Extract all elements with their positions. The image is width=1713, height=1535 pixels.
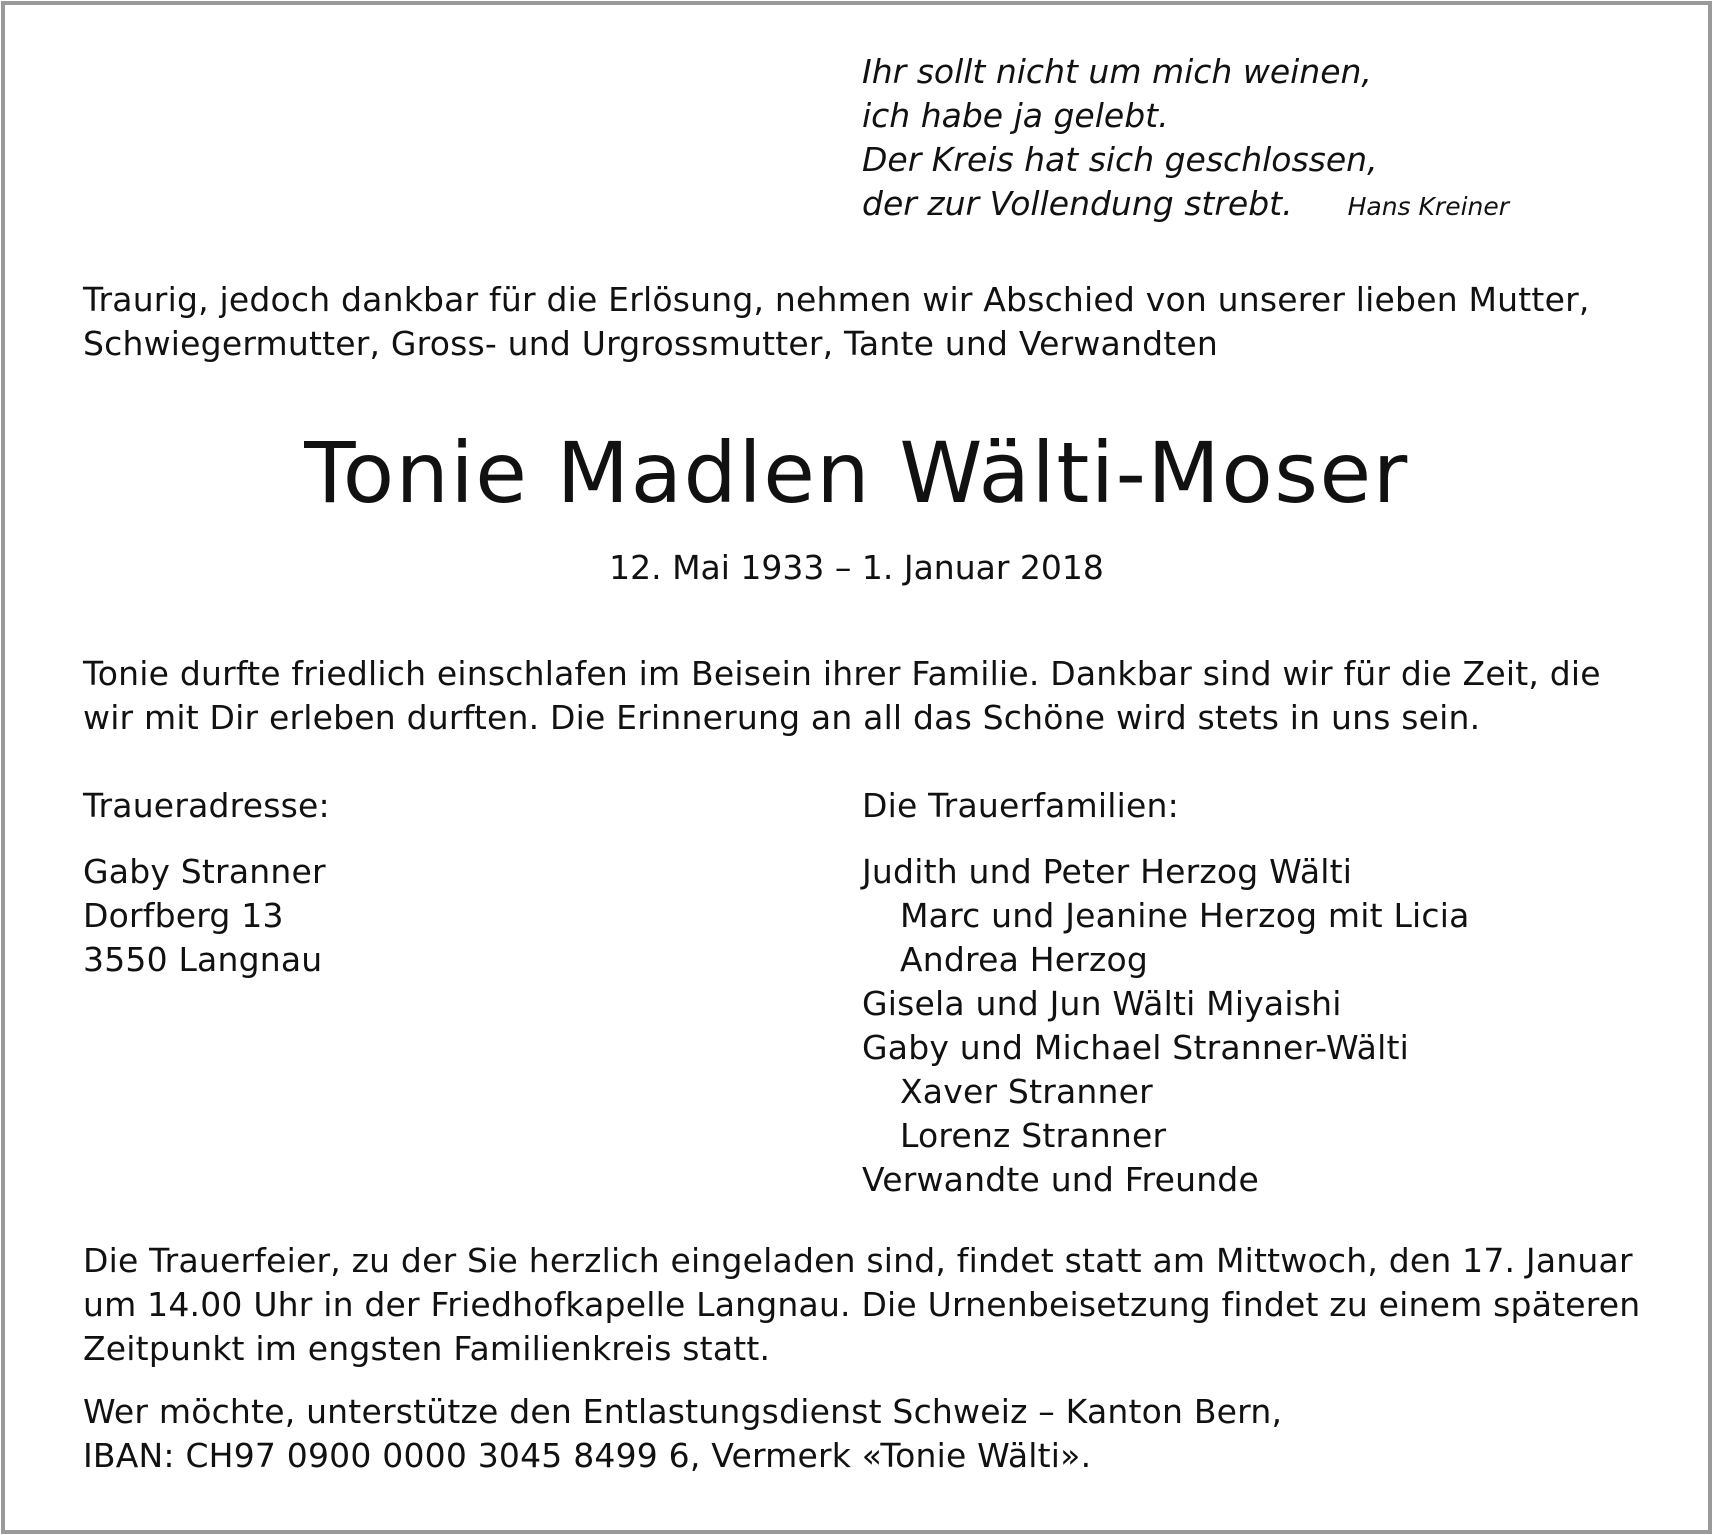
family-member: Gaby und Michael Stranner-Wälti [862, 1028, 1409, 1067]
poem-line: ich habe ja gelebt. [862, 96, 1169, 135]
deceased-name: Tonie Madlen Wälti-Moser [304, 424, 1409, 522]
family-member: Marc und Jeanine Herzog mit Licia [900, 896, 1470, 935]
family-member: Andrea Herzog [900, 940, 1149, 979]
intro-line: Schwiegermutter, Gross- und Urgrossmutter, Tante und Verwandten [83, 324, 1218, 363]
poem [862, 50, 1509, 229]
farewell-message [83, 652, 1601, 740]
mourning-address [83, 784, 330, 982]
poem-line [862, 182, 1509, 229]
family-member: Lorenz Stranner [900, 1116, 1167, 1155]
ceremony-info [83, 1239, 1640, 1371]
ceremony-line: Die Trauerfeier, zu der Sie herzlich eingeladen sind, findet statt am Mittwoch, den 17. Januar [83, 1241, 1633, 1280]
ceremony-line: um 14.00 Uhr in der Friedhofkapelle Langnau. Die Urnenbeisetzung findet zu einem späteren [83, 1285, 1641, 1324]
family-member: Verwandte und Freunde [862, 1160, 1259, 1199]
mourning-families [862, 784, 1470, 1202]
poem-line: Der Kreis hat sich geschlossen, [862, 140, 1378, 179]
family-member: Judith und Peter Herzog Wälti [862, 852, 1353, 891]
donation-info [83, 1390, 1282, 1478]
families-heading: Die Trauerfamilien: [862, 786, 1179, 825]
donation-line: IBAN: CH97 0900 0000 3045 8499 6, Vermerk «Tonie Wälti». [83, 1436, 1092, 1475]
poem-line: Ihr sollt nicht um mich weinen, [862, 52, 1372, 91]
message-line: Tonie durfte friedlich einschlafen im Beisein ihrer Familie. Dankbar sind wir für die Zeit, die [83, 654, 1601, 693]
life-dates: 12. Mai 1933 – 1. Januar 2018 [609, 548, 1104, 587]
address-street: Dorfberg 13 [83, 896, 284, 935]
donation-line: Wer möchte, unterstütze den Entlastungsdienst Schweiz – Kanton Bern, [83, 1392, 1283, 1431]
ceremony-line: Zeitpunkt im engsten Familienkreis statt. [83, 1329, 771, 1368]
family-list [862, 850, 1470, 1202]
intro-text [83, 278, 1590, 366]
message-line: wir mit Dir erleben durften. Die Erinnerung an all das Schöne wird stets in uns sein. [83, 698, 1481, 737]
address-city: 3550 Langnau [83, 940, 323, 979]
address-heading: Traueradresse: [83, 786, 330, 825]
family-member: Gisela und Jun Wälti Miyaishi [862, 984, 1342, 1023]
address-name: Gaby Stranner [83, 852, 326, 891]
intro-line: Traurig, jedoch dankbar für die Erlösung, nehmen wir Abschied von unserer lieben Mutter, [83, 280, 1590, 319]
poem-line-text: der zur Vollendung strebt. [862, 184, 1293, 223]
poem-author: Hans Kreiner [1347, 192, 1510, 221]
family-member: Xaver Stranner [900, 1072, 1153, 1111]
